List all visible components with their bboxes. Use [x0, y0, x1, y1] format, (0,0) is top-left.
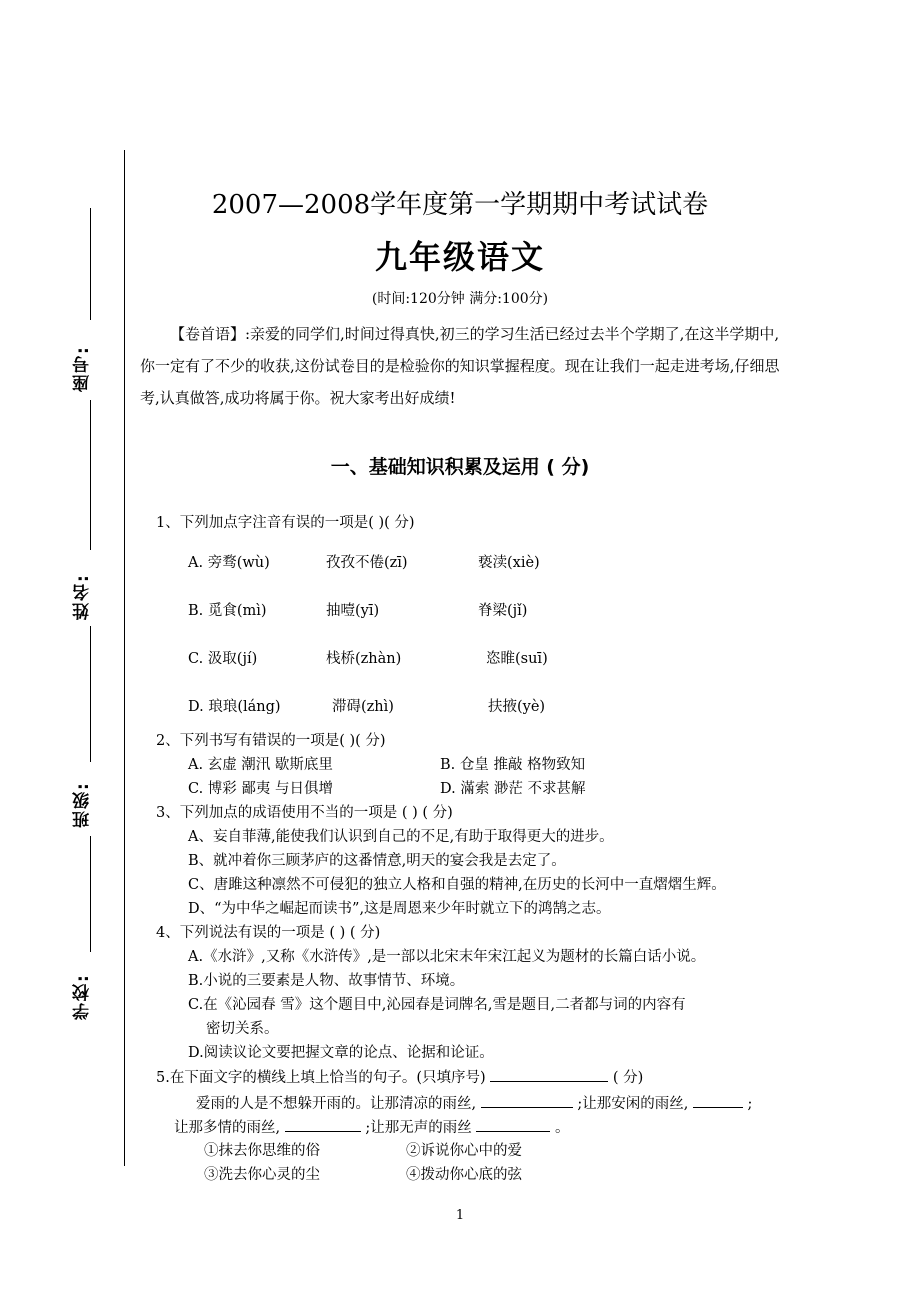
- exam-time-info: (时间:120分钟 满分:100分): [371, 291, 549, 307]
- q2-option-b: B. 仓皇 推敲 格物致知: [440, 757, 586, 773]
- q1-option-d-1: D. 琅琅(láng): [188, 699, 281, 715]
- q3-option-a: A、妄自菲薄,能使我们认识到自己的不足,有助于取得更大的进步。: [188, 829, 614, 845]
- q5-stem: [156, 1066, 643, 1089]
- section-1-heading: 一、基础知识积累及运用 ( 分): [330, 456, 590, 478]
- q1-option-d-3: 扶掖(yè): [488, 699, 546, 715]
- q3-option-c: C、唐雎这种凛然不可侵犯的独立人格和自强的精神,在历史的长河中一直熠熠生辉。: [188, 877, 726, 893]
- q1-stem: 1、下列加点字注音有误的一项是( )( 分): [156, 515, 415, 531]
- class-label: 班级:: [73, 781, 93, 828]
- q5-option-3: ③洗去你心灵的尘: [204, 1167, 320, 1183]
- q5-line-2-a: 让那多情的雨丝,: [174, 1120, 281, 1136]
- q1-option-b-3: 脊梁(jǐ): [478, 603, 528, 619]
- q4-option-c: C.在《沁园春 雪》这个题目中,沁园春是词牌名,雪是题目,二者都与词的内容有: [188, 997, 686, 1013]
- q5-line-1-c: ;: [747, 1096, 753, 1112]
- q3-option-b: B、就冲着你三顾茅庐的这番情意,明天的宴会我是去定了。: [188, 853, 566, 869]
- q5-answer-blank[interactable]: [490, 1066, 608, 1082]
- q5-blank-4[interactable]: [476, 1116, 550, 1132]
- class-line: [90, 626, 91, 762]
- q5-blank-1[interactable]: [481, 1092, 573, 1108]
- school-label: 学校:: [73, 973, 93, 1020]
- q5-line-1-b: ;让那安闲的雨丝,: [577, 1096, 689, 1112]
- q2-option-d: D. 滿索 渺茫 不求甚解: [440, 781, 586, 797]
- q5-line-2-b: ;让那无声的雨丝: [365, 1120, 472, 1136]
- q4-stem: 4、下列说法有误的一项是 ( ) ( 分): [156, 925, 381, 941]
- q5-score: ( 分): [612, 1070, 644, 1086]
- q5-stem-text: 5.在下面文字的横线上填上恰当的句子。(只填序号): [156, 1070, 486, 1086]
- q1-option-c-3: 恣睢(suī): [486, 651, 548, 667]
- q5-option-2: ②诉说你心中的爱: [406, 1143, 522, 1159]
- school-line: [90, 836, 91, 952]
- intro-paragraph: 【卷首语】:亲爱的同学们,时间过得真快,初三的学习生活已经过去半个学期了,在这半学期中,你一定有了不少的收获,这份试卷目的是检验你的知识掌握程度。现在让我们一起走进考场,仔细思考,认真做答,成功将属于你。祝大家考出好成绩!: [140, 325, 780, 407]
- q1-option-c-2: 栈桥(zhàn): [326, 651, 402, 667]
- q5-option-1: ①抹去你思维的俗: [204, 1143, 320, 1159]
- q4-option-c-cont: 密切关系。: [206, 1021, 279, 1037]
- q1-option-b-1: B. 觅食(mì): [188, 603, 267, 619]
- exam-subtitle: 九年级语文: [374, 238, 545, 276]
- q5-blank-3[interactable]: [285, 1116, 361, 1132]
- q4-option-d: D.阅读议论文要把握文章的论点、论据和论证。: [188, 1045, 494, 1061]
- q5-line-2-c: 。: [554, 1120, 570, 1136]
- q1-option-c-1: C. 汲取(jí): [188, 651, 258, 667]
- exam-title: 2007—2008学年度第一学期期中考试试卷: [211, 190, 709, 220]
- q1-option-a-2: 孜孜不倦(zī): [326, 555, 408, 571]
- q5-line-1-a: 爱雨的人是不想躲开雨的。让那清凉的雨丝,: [196, 1096, 477, 1112]
- q3-option-d: D、“为中华之崛起而读书”,这是周恩来少年时就立下的鸿鹄之志。: [188, 901, 611, 917]
- name-label: 姓名:: [73, 573, 93, 620]
- q1-option-b-2: 抽噎(yī): [326, 603, 380, 619]
- q2-stem: 2、下列书写有错误的一项是( )( 分): [156, 733, 386, 749]
- q1-option-a-3: 亵渎(xiè): [478, 555, 540, 571]
- q5-blank-2[interactable]: [693, 1092, 743, 1108]
- q5-option-4: ④拨动你心底的弦: [406, 1167, 522, 1183]
- q2-option-a: A. 玄虚 潮汛 歇斯底里: [188, 757, 333, 773]
- q2-option-c: C. 博彩 鄙夷 与日俱增: [188, 781, 334, 797]
- q5-line-2: [174, 1116, 569, 1139]
- page-number: 1: [455, 1208, 465, 1223]
- q1-option-a-1: A. 旁骛(wù): [188, 555, 270, 571]
- q3-stem: 3、下列加点的成语使用不当的一项是 ( ) ( 分): [156, 805, 453, 821]
- seat-label: 座号:: [73, 345, 93, 392]
- q1-option-d-2: 滞碍(zhì): [332, 699, 394, 715]
- q5-line-1: [196, 1092, 752, 1115]
- q4-option-b: B.小说的三要素是人物、故事情节、环境。: [188, 973, 465, 989]
- q4-option-a: A.《水浒》,又称《水浒传》,是一部以北宋末年宋江起义为题材的长篇白话小说。: [188, 949, 706, 965]
